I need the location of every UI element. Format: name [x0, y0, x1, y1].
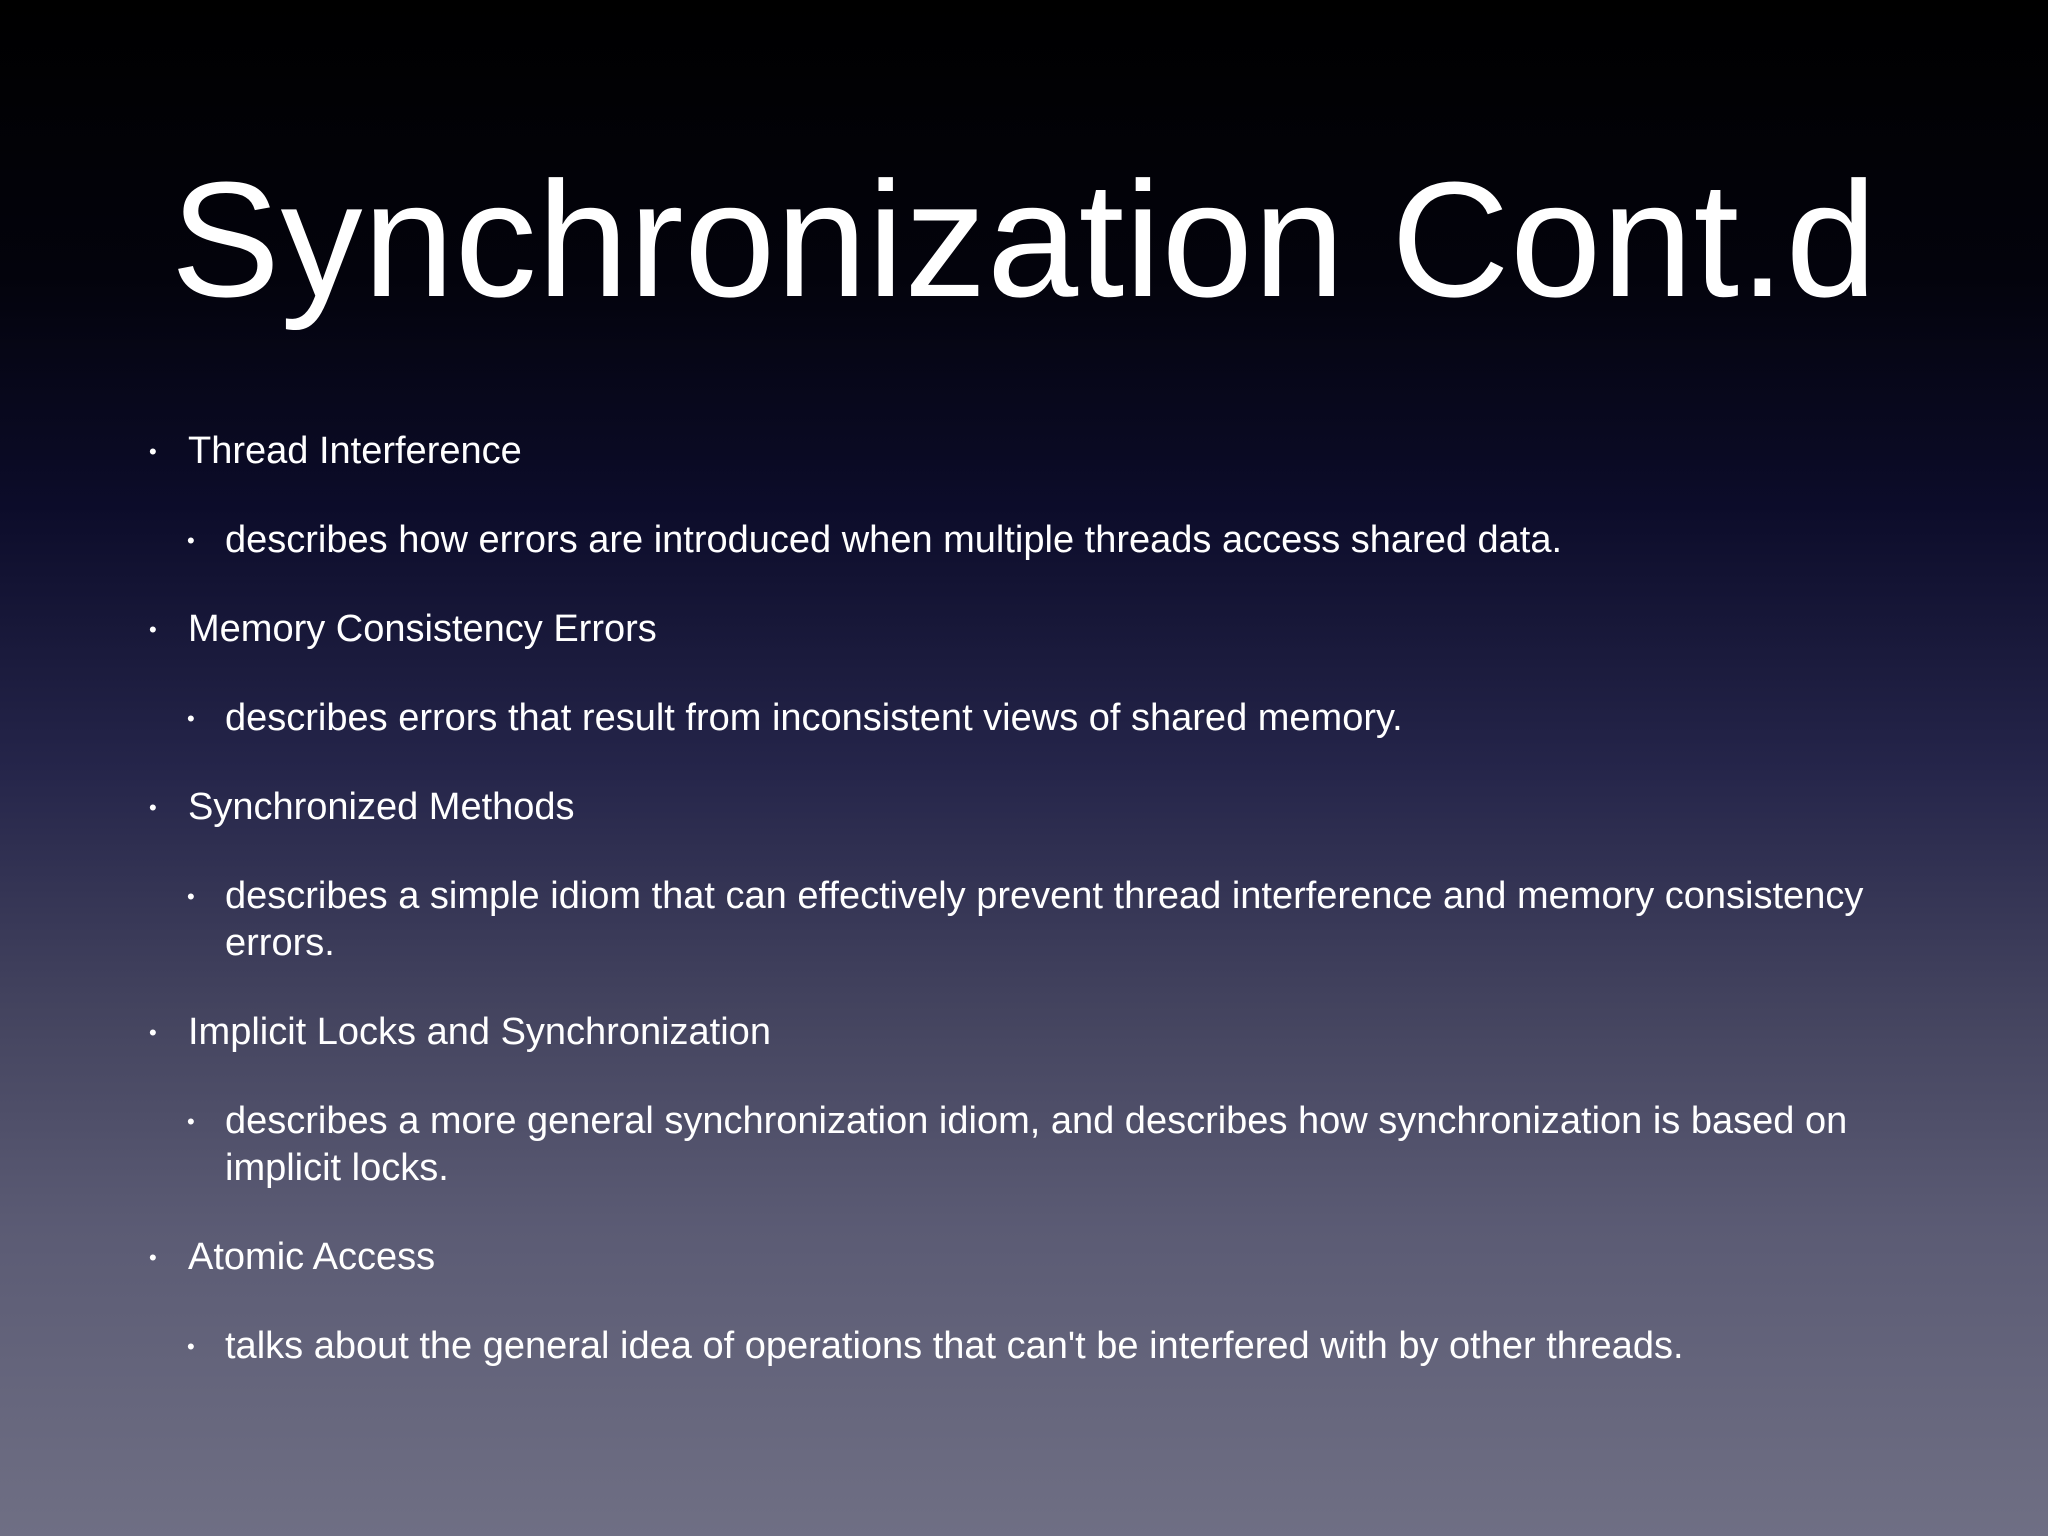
bullet-detail: describes a more general synchronization idiom, and describes how synchronization is based on implicit locks.: [225, 1100, 1848, 1189]
bullet-detail: describes errors that result from inconsistent views of shared memory.: [225, 697, 1403, 739]
bullet-detail: talks about the general idea of operations that can't be interfered with by other threads.: [225, 1325, 1684, 1367]
bullet-item-implicit-locks: [146, 1009, 1926, 1056]
bullet-heading: Thread Interference: [188, 430, 522, 472]
sub-bullet-item: [146, 873, 1926, 967]
bullet-heading: Implicit Locks and Synchronization: [188, 1011, 771, 1053]
bullet-icon: •: [149, 1245, 157, 1270]
bullet-detail: describes a simple idiom that can effectively prevent thread interference and memory consistency errors.: [225, 875, 1864, 964]
bullet-icon: •: [187, 528, 195, 553]
slide-title: Synchronization Cont.d: [170, 148, 1878, 331]
sub-bullet-item: [146, 1098, 1926, 1192]
bullet-heading: Memory Consistency Errors: [188, 608, 657, 650]
bullet-icon: •: [149, 617, 157, 642]
bullet-icon: •: [187, 1109, 195, 1134]
sub-bullet-item: [146, 517, 1926, 564]
bullet-item-atomic-access: [146, 1234, 1926, 1281]
bullet-item-synchronized-methods: [146, 784, 1926, 831]
bullet-icon: •: [149, 1020, 157, 1045]
bullet-item-thread-interference: [146, 428, 1926, 475]
bullet-icon: •: [149, 439, 157, 464]
bullet-heading: Atomic Access: [188, 1236, 436, 1278]
sub-bullet-item: [146, 1323, 1926, 1370]
bullet-icon: •: [149, 795, 157, 820]
sub-bullet-item: [146, 695, 1926, 742]
bullet-detail: describes how errors are introduced when multiple threads access shared data.: [225, 519, 1563, 561]
bullet-item-memory-consistency-errors: [146, 606, 1926, 653]
bullet-heading: Synchronized Methods: [188, 786, 575, 828]
bullet-icon: •: [187, 706, 195, 731]
bullet-list: [146, 428, 1926, 1412]
bullet-icon: •: [187, 884, 195, 909]
bullet-icon: •: [187, 1334, 195, 1359]
